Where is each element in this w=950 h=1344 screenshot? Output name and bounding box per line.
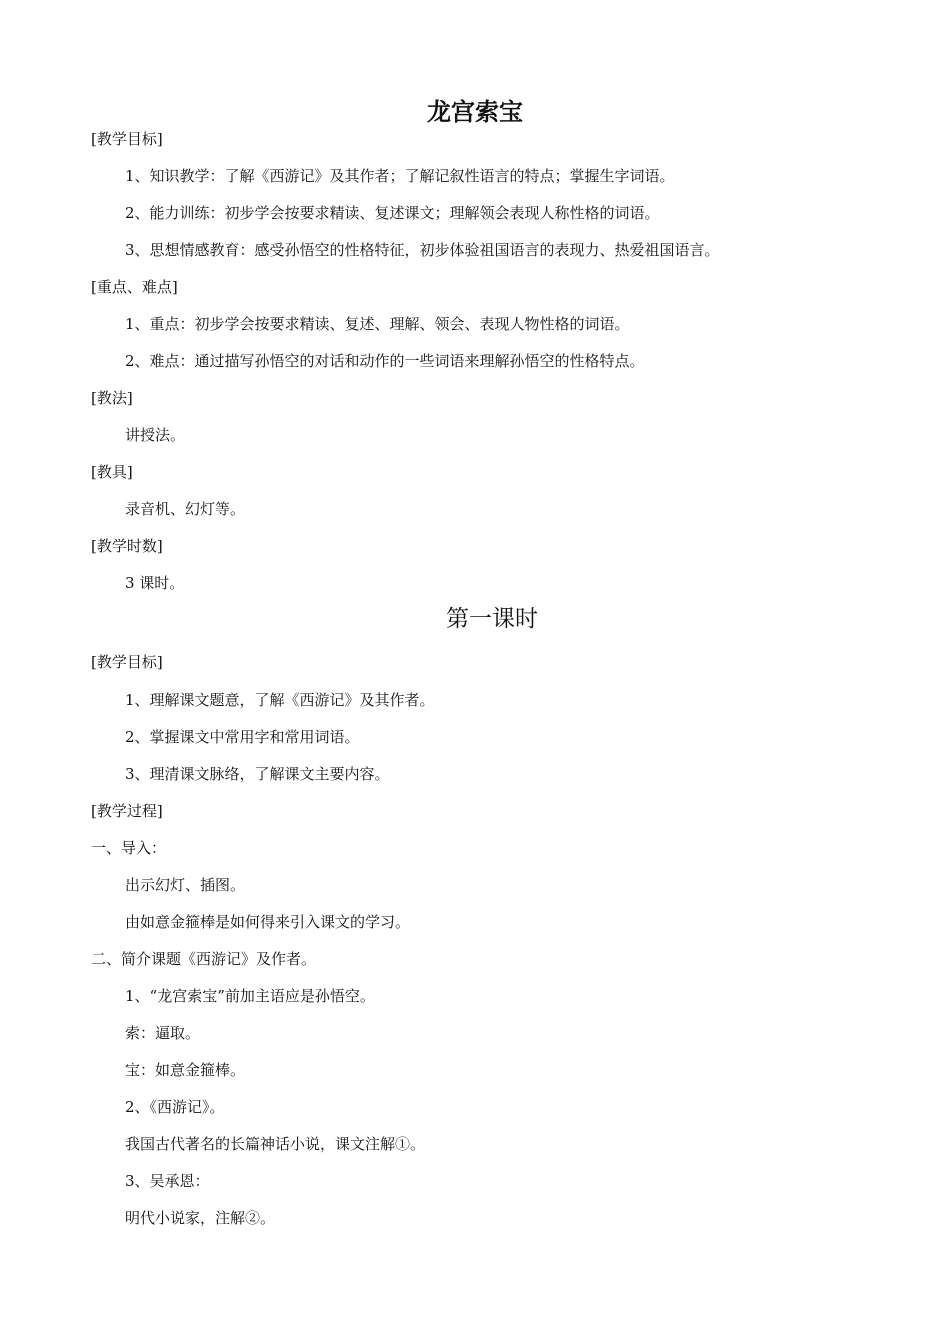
lesson-goal-1: 1、理解课文题意，了解《西游记》及其作者。 [125,691,435,709]
goal-item-2: 2、能力训练：初步学会按要求精读、复述课文；理解领会表现人称性格的词语。 [125,204,660,222]
step-background-item-7: 明代小说家，注解②。 [125,1209,276,1227]
step-background-item-6: 3、吴承恩： [125,1172,210,1190]
method-text: 讲授法。 [125,426,186,444]
goal-item-3: 3、思想情感教育：感受孙悟空的性格特征，初步体验祖国语言的表现力、热爱祖国语言。 [125,241,720,259]
section-heading-tools: [教具] [91,463,133,481]
step-intro-item-1: 出示幻灯、插图。 [125,876,246,894]
step-heading-background: 二、简介课题《西游记》及作者。 [91,950,317,968]
lesson-title: 第一课时 [446,606,538,632]
step-background-item-3: 宝：如意金箍棒。 [125,1061,246,1079]
step-background-item-4: 2、《西游记》。 [125,1098,225,1116]
section-heading-goals: [教学目标] [91,130,163,148]
tools-text: 录音机、幻灯等。 [125,500,246,518]
section-heading-key-points: [重点、难点] [91,278,178,296]
step-intro-item-2: 由如意金箍棒是如何得来引入课文的学习。 [125,913,411,931]
key-point-1: 1、重点：初步学会按要求精读、复述、理解、领会、表现人物性格的词语。 [125,315,630,333]
step-background-item-5: 我国古代著名的长篇神话小说，课文注解①。 [125,1135,426,1153]
goal-item-1: 1、知识教学：了解《西游记》及其作者；了解记叙性语言的特点；掌握生字词语。 [125,167,675,185]
lesson-heading-process: [教学过程] [91,802,163,820]
section-heading-method: [教法] [91,389,133,407]
hours-text: 3 课时。 [125,574,185,592]
key-point-2: 2、难点：通过描写孙悟空的对话和动作的一些词语来理解孙悟空的性格特点。 [125,352,645,370]
step-background-item-1: 1、“龙宫索宝”前加主语应是孙悟空。 [125,987,375,1005]
section-heading-hours: [教学时数] [91,537,163,555]
lesson-goal-3: 3、理清课文脉络，了解课文主要内容。 [125,765,390,783]
step-heading-intro: 一、导入： [91,839,167,857]
document-title: 龙宫索宝 [427,98,523,126]
step-background-item-2: 索：逼取。 [125,1024,201,1042]
lesson-heading-goals: [教学目标] [91,653,163,671]
lesson-goal-2: 2、掌握课文中常用字和常用词语。 [125,728,360,746]
